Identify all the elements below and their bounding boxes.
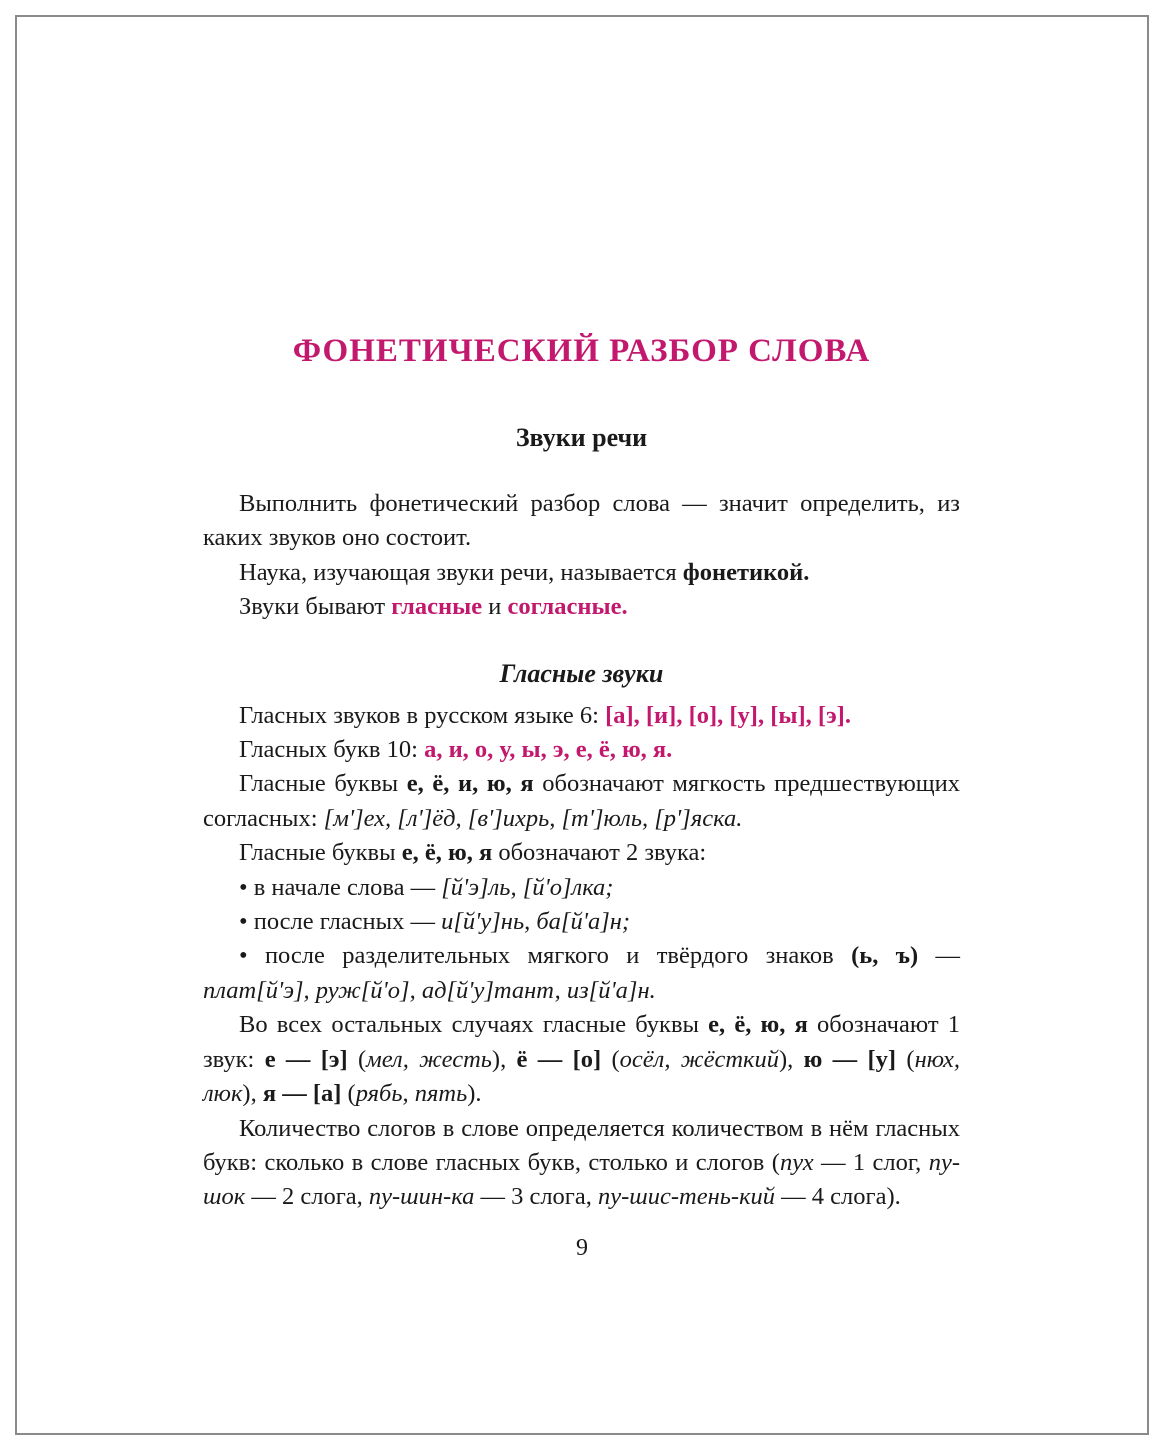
text: ),	[242, 1080, 263, 1108]
text: (	[601, 1045, 620, 1073]
term-consonants: согласные.	[507, 593, 628, 621]
text: обозначают 2 звука:	[492, 839, 707, 867]
examples: осёл, жёсткий	[619, 1045, 779, 1073]
paragraph	[203, 590, 960, 624]
text: Гласных букв 10:	[239, 736, 425, 764]
text: — 1 слог,	[813, 1148, 929, 1176]
term-vowels: гласные	[391, 593, 483, 621]
examples: мел, жесть	[366, 1045, 492, 1073]
text: (	[347, 1045, 367, 1073]
text: ),	[491, 1045, 517, 1073]
vowel-letters-list: а, и, о, у, ы, э, е, ё, ю, я.	[424, 736, 673, 764]
example: пу-шис-тень-кий	[597, 1183, 776, 1211]
list-item	[203, 871, 960, 905]
text: • после гласных —	[239, 908, 442, 936]
page-number: 9	[576, 1235, 588, 1261]
examples: рябь, пять	[355, 1080, 468, 1108]
letters: е, ё, и, ю, я	[406, 770, 534, 798]
text: (	[896, 1045, 915, 1073]
text: Звуки бывают	[239, 593, 392, 621]
paragraph	[203, 836, 960, 870]
examples: плат[й'э], руж[й'о], ад[й'у]тант, из[й'а]н.	[203, 976, 656, 1004]
letters: е, ё, ю, я	[401, 839, 493, 867]
text: — 4 слога).	[775, 1183, 901, 1211]
text: (	[341, 1080, 356, 1108]
text: Гласные буквы	[239, 770, 407, 798]
paragraph	[203, 1008, 960, 1111]
page-title: ФОНЕТИЧЕСКИЙ РАЗБОР СЛОВА	[292, 333, 871, 369]
list-item	[203, 905, 960, 939]
examples: и[й'у]нь, ба[й'а]н;	[441, 908, 631, 936]
text: • в начале слова —	[239, 873, 442, 901]
text: ).	[467, 1080, 482, 1108]
text: обозначают мягкость предшествующих согласных:	[203, 770, 960, 832]
text: Наука, изучающая звуки речи, называется	[239, 558, 683, 586]
text: обозначают 1 звук:	[203, 1011, 960, 1073]
text: • после разделительных мягкого и твёрдого знаков	[239, 942, 852, 970]
text: Количество слогов в слове определяется количеством в нём гласных букв: сколько в слове гласных букв, столько и слогов (	[203, 1114, 960, 1176]
page-content	[203, 325, 960, 1215]
example: пу-шок	[203, 1148, 961, 1211]
examples: нюх, люк	[203, 1045, 961, 1108]
paragraph	[203, 1112, 960, 1215]
paragraph: Выполнить фонетический разбор слова — значит определить, из каких звуков оно состоит.	[203, 490, 960, 552]
paragraph	[203, 733, 960, 767]
term-phonetics: фонетикой.	[682, 558, 810, 586]
example: пу-шин-ка	[368, 1183, 475, 1211]
text: Гласные буквы	[239, 839, 402, 867]
text: Во всех остальных случаях гласные буквы	[239, 1011, 709, 1039]
paragraph	[203, 556, 960, 590]
list-item	[203, 939, 960, 1008]
text: и	[482, 593, 508, 621]
letters: е, ё, ю, я	[708, 1011, 808, 1039]
text: —	[918, 942, 961, 970]
letter-sound: я — [а]	[262, 1080, 342, 1108]
paragraph	[203, 699, 960, 733]
example: пух	[779, 1148, 814, 1176]
letter-sound: е — [э]	[264, 1045, 348, 1073]
letter-sound: ю — [у]	[803, 1045, 897, 1073]
text: — 3 слога,	[474, 1183, 598, 1211]
section-heading-speech-sounds: Звуки речи	[515, 423, 648, 452]
examples: [й'э]ль, [й'о]лка;	[441, 873, 614, 901]
text: Гласных звуков в русском языке 6:	[239, 701, 606, 729]
section-heading-vowel-sounds: Гласные звуки	[499, 658, 664, 688]
vowel-sounds-list: [а], [и], [о], [у], [ы], [э].	[605, 701, 851, 729]
paragraph	[203, 767, 960, 836]
letter-sound: ё — [о]	[516, 1045, 602, 1073]
signs: (ь, ъ)	[851, 942, 919, 970]
text: ),	[778, 1045, 804, 1073]
text: — 2 слога,	[245, 1183, 369, 1211]
examples: [м']ех, [л']ёд, [в']ихрь, [т']юль, [р']яска.	[323, 804, 743, 832]
